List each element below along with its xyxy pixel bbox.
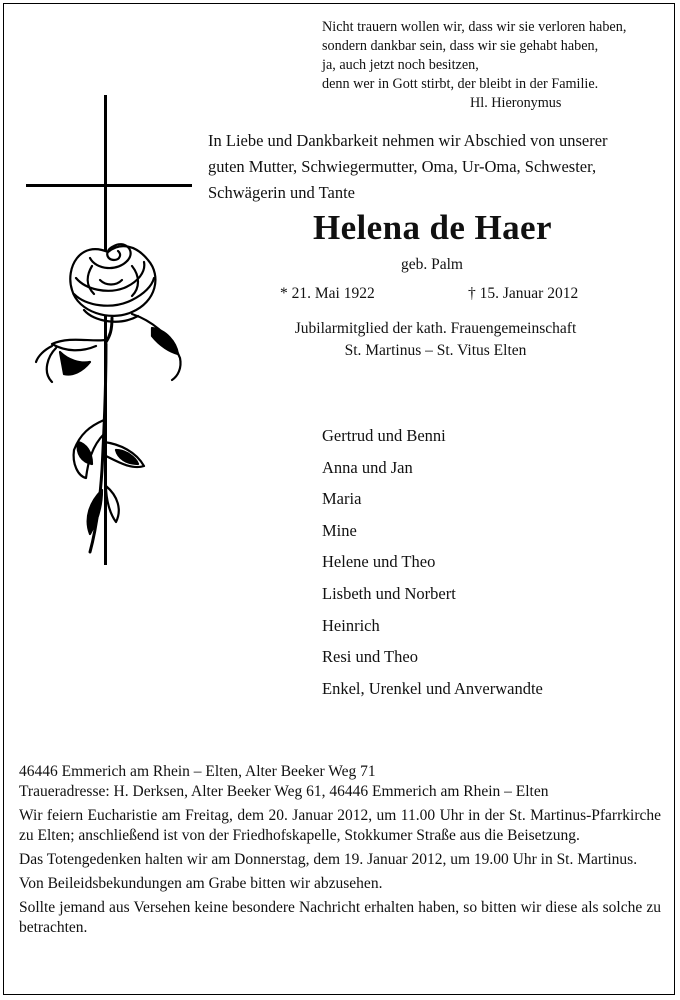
family-member: Gertrud und Benni bbox=[322, 426, 446, 445]
rose-icon bbox=[36, 244, 181, 552]
birth-date: * 21. Mai 1922 bbox=[280, 285, 375, 302]
intro-line: Schwägerin und Tante bbox=[208, 183, 356, 202]
family-list bbox=[322, 420, 543, 704]
cross-icon bbox=[26, 95, 192, 565]
poem-line: Nicht trauern wollen wir, dass wir sie verloren haben, bbox=[322, 19, 627, 35]
intro-line: guten Mutter, Schwiegermutter, Oma, Ur-Oma, Schwester, bbox=[208, 157, 597, 176]
mourning-address: Traueradresse: H. Derksen, Alter Beeker Weg 61, 46446 Emmerich am Rhein – Elten bbox=[19, 783, 549, 800]
notices bbox=[19, 762, 661, 938]
home-address: 46446 Emmerich am Rhein – Elten, Alter Beeker Weg 71 bbox=[19, 763, 376, 780]
family-member: Resi und Theo bbox=[322, 647, 418, 667]
apology-notice: Sollte jemand aus Versehen keine besondere Nachricht erhalten haben, so bitten wir diese als solche zu betrachten. bbox=[19, 899, 661, 936]
intro-line: In Liebe und Dankbarkeit nehmen wir Abschied von unserer bbox=[208, 131, 608, 150]
deceased-name: Helena de Haer bbox=[313, 208, 552, 247]
poem-line: ja, auch jetzt noch besitzen, bbox=[322, 57, 479, 73]
family-member: Mine bbox=[322, 520, 357, 540]
family-member: Anna und Jan bbox=[322, 457, 413, 477]
memorial-notice: Das Totengedenken halten wir am Donnerstag, dem 19. Januar 2012, um 19.00 Uhr in St. Martinus. bbox=[19, 851, 638, 868]
family-member: Heinrich bbox=[322, 615, 380, 635]
poem bbox=[322, 18, 626, 113]
family-member: Enkel, Urenkel und Anverwandte bbox=[322, 678, 543, 698]
membership-line: Jubilarmitglied der kath. Frauengemeinschaft bbox=[294, 320, 577, 337]
death-date: † 15. Januar 2012 bbox=[468, 285, 579, 302]
membership-line: St. Martinus – St. Vitus Elten bbox=[344, 342, 527, 359]
family-member: Lisbeth und Norbert bbox=[322, 583, 456, 603]
poem-line: sondern dankbar sein, dass wir sie gehabt haben, bbox=[322, 38, 599, 54]
family-member: Maria bbox=[322, 489, 362, 509]
condolence-notice: Von Beileidsbekundungen am Grabe bitten wir abzusehen. bbox=[19, 875, 383, 892]
intro-text bbox=[208, 128, 648, 206]
eucharist-notice: Wir feiern Eucharistie am Freitag, dem 20. Januar 2012, um 11.00 Uhr in der St. Martinus-Pfarrkirche zu Elten; anschließend ist von der Friedhofskapelle, Stokkumer Straße aus die Beisetzung. bbox=[19, 807, 661, 844]
membership bbox=[208, 318, 663, 362]
maiden-name: geb. Palm bbox=[401, 256, 463, 273]
family-member: Helene und Theo bbox=[322, 552, 436, 572]
poem-author: Hl. Hieronymus bbox=[470, 95, 562, 111]
cross-and-rose-emblem bbox=[20, 90, 200, 590]
poem-line: denn wer in Gott stirbt, der bleibt in der Familie. bbox=[322, 76, 599, 92]
